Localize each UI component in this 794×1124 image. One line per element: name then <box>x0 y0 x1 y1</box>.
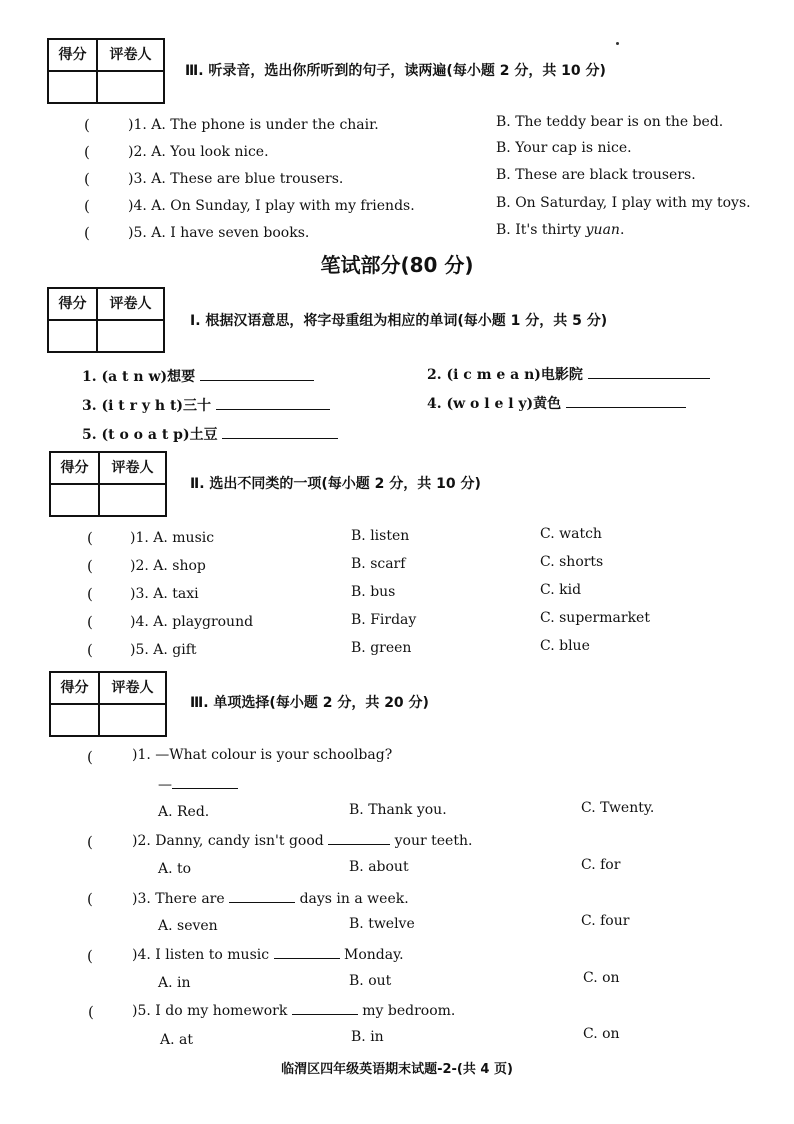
grader-label: 评卷人 <box>100 453 165 485</box>
mc-q4-stem: )4. I listen to music Monday. <box>132 944 404 964</box>
score-label: 得分 <box>51 453 100 485</box>
listening-item-3-b: B. These are black trousers. <box>496 167 696 183</box>
odd-item-1-b: B. listen <box>351 528 410 544</box>
answer-paren: ( <box>84 224 90 242</box>
mc-q4-option-a: A. in <box>158 975 191 991</box>
grader-blank <box>98 72 163 102</box>
mc-q3-option-c: C. four <box>581 913 630 929</box>
score-label: 得分 <box>51 673 100 705</box>
grader-label: 评卷人 <box>98 289 163 321</box>
odd-item-4-c: C. supermarket <box>540 610 650 626</box>
mc-q4-option-c: C. on <box>583 970 620 986</box>
answer-blank[interactable] <box>274 944 340 959</box>
listening-item-4-b: B. On Saturday, I play with my toys. <box>496 195 751 211</box>
listening-item-4-a: )4. A. On Sunday, I play with my friends. <box>128 198 415 214</box>
section-title-listening-3: Ⅲ. 听录音，选出你所听到的句子，读两遍(每小题 2 分，共 10 分) <box>185 63 606 79</box>
answer-paren: ( <box>84 197 90 215</box>
mc-q2-option-b: B. about <box>349 859 409 875</box>
mc-q1-stem: )1. —What colour is your schoolbag? <box>132 747 393 763</box>
unscramble-item-4: 4. (w o l e l y)黄色 <box>427 393 686 413</box>
mc-q1-option-c: C. Twenty. <box>581 800 655 816</box>
listening-item-1-a: )1. A. The phone is under the chair. <box>128 117 379 133</box>
mc-q2-option-c: C. for <box>581 857 621 873</box>
answer-blank[interactable] <box>216 395 330 410</box>
listening-item-5-a: )5. A. I have seven books. <box>128 225 310 241</box>
answer-paren: ( <box>87 890 93 908</box>
score-blank <box>49 72 98 102</box>
score-blank <box>51 705 100 735</box>
score-label: 得分 <box>49 289 98 321</box>
grader-label: 评卷人 <box>98 40 163 72</box>
score-box-written-2 <box>49 451 167 517</box>
odd-item-4-a: )4. A. playground <box>130 614 254 630</box>
listening-item-2-a: )2. A. You look nice. <box>128 144 269 160</box>
answer-paren: ( <box>84 170 90 188</box>
answer-blank[interactable] <box>172 774 238 789</box>
mc-q4-option-b: B. out <box>349 973 392 989</box>
odd-item-4-b: B. Firday <box>351 612 417 628</box>
score-box-written-3 <box>49 671 167 737</box>
mc-q3-stem: )3. There are days in a week. <box>132 888 409 908</box>
odd-item-5-a: )5. A. gift <box>130 642 197 658</box>
answer-blank[interactable] <box>200 366 314 381</box>
mc-q5-option-c: C. on <box>583 1026 620 1042</box>
answer-paren: ( <box>87 833 93 851</box>
odd-item-5-c: C. blue <box>540 638 590 654</box>
section-title-written-2: Ⅱ. 选出不同类的一项(每小题 2 分，共 10 分) <box>190 476 481 492</box>
odd-item-3-b: B. bus <box>351 584 396 600</box>
mc-q3-option-a: A. seven <box>158 918 218 934</box>
answer-paren: ( <box>84 143 90 161</box>
answer-blank[interactable] <box>566 393 686 408</box>
score-box-written-1 <box>47 287 165 353</box>
answer-paren: ( <box>87 947 93 965</box>
odd-item-2-b: B. scarf <box>351 556 406 572</box>
answer-blank[interactable] <box>588 364 710 379</box>
odd-item-3-c: C. kid <box>540 582 582 598</box>
answer-paren: ( <box>88 1003 94 1021</box>
mc-q5-option-b: B. in <box>351 1029 384 1045</box>
answer-blank[interactable] <box>229 888 295 903</box>
answer-paren: ( <box>87 529 93 547</box>
answer-paren: ( <box>87 557 93 575</box>
grader-blank <box>98 321 163 351</box>
written-part-title: 笔试部分(80 分) <box>320 253 474 277</box>
answer-paren: ( <box>87 641 93 659</box>
answer-paren: ( <box>84 116 90 134</box>
unscramble-item-2: 2. (i c m e a n)电影院 <box>427 364 710 384</box>
answer-blank[interactable] <box>292 1000 358 1015</box>
listening-item-3-a: )3. A. These are blue trousers. <box>128 171 344 187</box>
answer-blank[interactable] <box>222 424 338 439</box>
mc-q1-option-b: B. Thank you. <box>349 802 447 818</box>
score-blank <box>51 485 100 515</box>
page-footer: 临渭区四年级英语期末试题-2-(共 4 页) <box>281 1062 513 1077</box>
listening-item-5-b: B. It's thirty yuan. <box>496 222 625 238</box>
score-box-listening-3 <box>47 38 165 104</box>
score-label: 得分 <box>49 40 98 72</box>
odd-item-3-a: )3. A. taxi <box>130 586 199 602</box>
listening-item-2-b: B. Your cap is nice. <box>496 140 632 156</box>
odd-item-1-a: )1. A. music <box>130 530 215 546</box>
odd-item-5-b: B. green <box>351 640 412 656</box>
answer-paren: ( <box>87 585 93 603</box>
mc-q2-stem: )2. Danny, candy isn't good your teeth. <box>132 830 472 850</box>
odd-item-1-c: C. watch <box>540 526 602 542</box>
mc-q5-option-a: A. at <box>160 1032 193 1048</box>
answer-paren: ( <box>87 748 93 766</box>
grader-blank <box>100 705 165 735</box>
grader-blank <box>100 485 165 515</box>
answer-blank[interactable] <box>328 830 390 845</box>
answer-paren: ( <box>87 613 93 631</box>
unscramble-item-1: 1. (a t n w)想要 <box>82 366 314 386</box>
mc-q3-option-b: B. twelve <box>349 916 415 932</box>
section-title-written-1: Ⅰ. 根据汉语意思，将字母重组为相应的单词(每小题 1 分，共 5 分) <box>190 313 608 329</box>
mc-q5-stem: )5. I do my homework my bedroom. <box>132 1000 455 1020</box>
mc-q2-option-a: A. to <box>158 861 192 877</box>
mc-q1-answer-line: — <box>158 774 238 794</box>
scan-dot <box>616 42 619 45</box>
odd-item-2-a: )2. A. shop <box>130 558 206 574</box>
mc-q1-option-a: A. Red. <box>158 804 210 820</box>
grader-label: 评卷人 <box>100 673 165 705</box>
unscramble-item-3: 3. (i t r y h t)三十 <box>82 395 330 415</box>
listening-item-1-b: B. The teddy bear is on the bed. <box>496 114 724 130</box>
section-title-written-3: Ⅲ. 单项选择(每小题 2 分，共 20 分) <box>190 695 429 711</box>
unscramble-item-5: 5. (t o o a t p)土豆 <box>82 424 338 444</box>
score-blank <box>49 321 98 351</box>
odd-item-2-c: C. shorts <box>540 554 604 570</box>
